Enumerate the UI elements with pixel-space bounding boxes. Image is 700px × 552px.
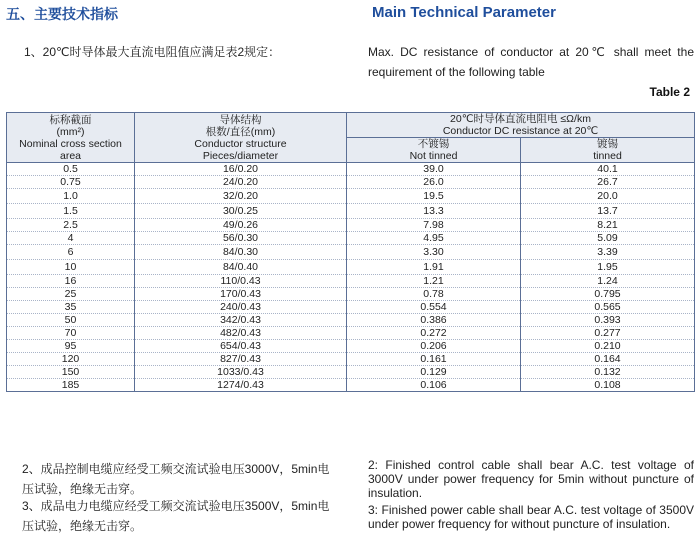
table-row — [7, 163, 695, 176]
cell-not-tinned: 1.91 — [347, 260, 521, 275]
cell-tinned: 0.210 — [521, 340, 695, 353]
cell-structure: 342/0.43 — [135, 314, 347, 327]
cell-tinned: 20.0 — [521, 189, 695, 204]
header-text: 不镀锡 — [417, 138, 450, 150]
table-row — [7, 204, 695, 219]
cell-area: 16 — [7, 275, 135, 288]
cell-area: 25 — [7, 288, 135, 301]
cell-structure: 110/0.43 — [135, 275, 347, 288]
header-text: Nominal cross section — [19, 137, 122, 150]
cell-structure: 84/0.40 — [135, 260, 347, 275]
cell-tinned: 40.1 — [521, 163, 695, 176]
header-text: Pieces/diameter — [202, 149, 279, 162]
cell-area: 185 — [7, 379, 135, 392]
cell-tinned: 0.277 — [521, 327, 695, 340]
header-conductor-structure — [135, 113, 347, 163]
table-row — [7, 288, 695, 301]
table-row — [7, 379, 695, 392]
cell-structure: 30/0.25 — [135, 204, 347, 219]
note-2-cn: 2、成品控制电缆应经受工频交流试验电压3000V，5min电压试验，绝缘无击穿。 — [22, 462, 330, 496]
cell-tinned: 5.09 — [521, 232, 695, 245]
table-row — [7, 275, 695, 288]
cell-area: 0.5 — [7, 163, 135, 176]
cell-structure: 240/0.43 — [135, 301, 347, 314]
cell-tinned: 0.164 — [521, 353, 695, 366]
cell-area: 0.75 — [7, 176, 135, 189]
cell-not-tinned: 3.30 — [347, 245, 521, 260]
cell-not-tinned: 0.106 — [347, 379, 521, 392]
cell-tinned: 0.132 — [521, 366, 695, 379]
cell-tinned: 0.565 — [521, 301, 695, 314]
cell-not-tinned: 0.272 — [347, 327, 521, 340]
header-text: 镀锡 — [597, 138, 618, 150]
header-text: 导体结构 — [219, 113, 262, 126]
cell-not-tinned: 0.78 — [347, 288, 521, 301]
cell-structure: 170/0.43 — [135, 288, 347, 301]
cell-area: 120 — [7, 353, 135, 366]
note-3-en: 3: Finished power cable shall bear A.C. test voltage of 3500V under power frequency for without puncture of insulation. — [368, 503, 694, 531]
cell-structure: 1274/0.43 — [135, 379, 347, 392]
cell-structure: 16/0.20 — [135, 163, 347, 176]
intro-text-cn: 1、20℃时导体最大直流电阻值应满足表2规定： — [24, 45, 281, 59]
cell-area: 10 — [7, 260, 135, 275]
cell-area: 70 — [7, 327, 135, 340]
cell-not-tinned: 0.129 — [347, 366, 521, 379]
cell-structure: 84/0.30 — [135, 245, 347, 260]
cell-tinned: 1.24 — [521, 275, 695, 288]
table-row — [7, 314, 695, 327]
cell-structure: 1033/0.43 — [135, 366, 347, 379]
cell-not-tinned: 0.554 — [347, 301, 521, 314]
resistance-table — [6, 112, 695, 392]
cell-structure: 482/0.43 — [135, 327, 347, 340]
table-row — [7, 353, 695, 366]
cell-structure: 827/0.43 — [135, 353, 347, 366]
header-text: Conductor structure — [194, 137, 287, 150]
section-heading-cn: 五、主要技术指标 — [6, 6, 118, 22]
cell-area: 95 — [7, 340, 135, 353]
header-text: 20℃时导体直流电阻电 ≤Ω/km — [450, 113, 591, 125]
cell-area: 2.5 — [7, 219, 135, 232]
header-text: Conductor DC resistance at 20℃ — [442, 125, 599, 137]
cell-not-tinned: 26.0 — [347, 176, 521, 189]
cell-structure: 49/0.26 — [135, 219, 347, 232]
cell-structure: 32/0.20 — [135, 189, 347, 204]
header-nominal-area — [7, 113, 135, 163]
cell-tinned: 0.795 — [521, 288, 695, 301]
cell-not-tinned: 1.21 — [347, 275, 521, 288]
table-row — [7, 176, 695, 189]
cell-structure: 24/0.20 — [135, 176, 347, 189]
table-row — [7, 232, 695, 245]
section-heading-en: Main Technical Parameter — [372, 4, 556, 21]
table-row — [7, 366, 695, 379]
cell-tinned: 0.108 — [521, 379, 695, 392]
cell-area: 150 — [7, 366, 135, 379]
table-row — [7, 327, 695, 340]
table-row — [7, 340, 695, 353]
cell-not-tinned: 0.386 — [347, 314, 521, 327]
header-text: area — [59, 149, 81, 162]
cell-area: 35 — [7, 301, 135, 314]
table-row — [7, 245, 695, 260]
cell-tinned: 0.393 — [521, 314, 695, 327]
cell-not-tinned: 7.98 — [347, 219, 521, 232]
header-text: tinned — [593, 150, 622, 162]
cell-tinned: 8.21 — [521, 219, 695, 232]
cell-not-tinned: 4.95 — [347, 232, 521, 245]
header-text: 标称截面 — [49, 113, 92, 126]
header-tinned — [521, 138, 695, 163]
table-row — [7, 301, 695, 314]
cell-not-tinned: 0.206 — [347, 340, 521, 353]
table-row — [7, 189, 695, 204]
header-dc-resistance — [347, 113, 695, 138]
header-text: 根数/直径(mm) — [205, 125, 276, 138]
cell-tinned: 13.7 — [521, 204, 695, 219]
header-text: (mm²) — [56, 125, 85, 138]
cell-not-tinned: 39.0 — [347, 163, 521, 176]
cell-structure: 654/0.43 — [135, 340, 347, 353]
table-row — [7, 260, 695, 275]
table-caption: Table 2 — [649, 85, 690, 99]
header-not-tinned — [347, 138, 521, 163]
cell-not-tinned: 0.161 — [347, 353, 521, 366]
intro-text-en: Max. DC resistance of conductor at 20℃ shall meet the requirement of the following table — [368, 45, 694, 79]
cell-area: 1.5 — [7, 204, 135, 219]
note-3-cn: 3、成品电力电缆应经受工频交流试验电压3500V，5min电压试验，绝缘无击穿。 — [22, 499, 330, 533]
table-row — [7, 219, 695, 232]
cell-area: 50 — [7, 314, 135, 327]
cell-tinned: 3.39 — [521, 245, 695, 260]
cell-area: 6 — [7, 245, 135, 260]
cell-structure: 56/0.30 — [135, 232, 347, 245]
cell-tinned: 1.95 — [521, 260, 695, 275]
note-2-en: 2: Finished control cable shall bear A.C. test voltage of 3000V under power frequency for 5min without puncture of insulation. — [368, 458, 694, 500]
cell-not-tinned: 19.5 — [347, 189, 521, 204]
cell-area: 1.0 — [7, 189, 135, 204]
cell-area: 4 — [7, 232, 135, 245]
cell-tinned: 26.7 — [521, 176, 695, 189]
cell-not-tinned: 13.3 — [347, 204, 521, 219]
header-text: Not tinned — [409, 150, 458, 162]
